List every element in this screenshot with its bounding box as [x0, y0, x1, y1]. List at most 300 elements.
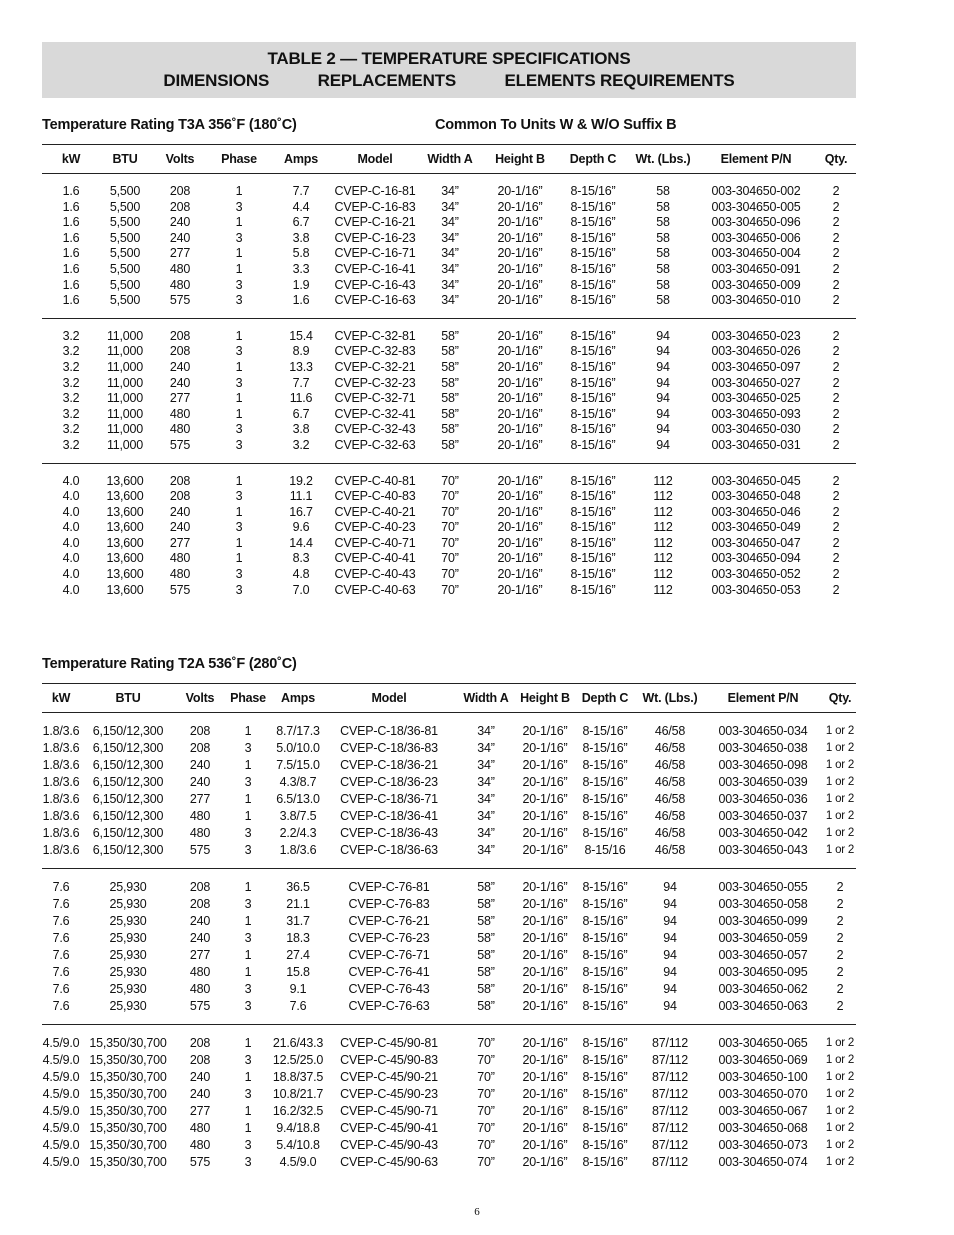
table-row [42, 713, 856, 741]
column-header: BTU [100, 145, 150, 174]
table-cell: CVEP-C-45/90-21 [340, 1070, 438, 1084]
table-cell: 58” [441, 375, 459, 390]
table-cell: 70” [416, 463, 484, 489]
table-cell: 20-1/16” [497, 406, 543, 421]
table-cell: 15.8 [286, 965, 310, 979]
table-cell: 003-304650-070 [718, 1087, 808, 1101]
table-cell: 1 [244, 914, 252, 928]
table-cell: 15,350/30,700 [89, 1087, 167, 1101]
table-cell: 94 [656, 359, 670, 374]
table-cell: 20-1/16” [497, 277, 543, 292]
table-cell: 27.4 [286, 948, 310, 962]
t3a-spec-table [42, 144, 856, 607]
table-cell: 70” [477, 1138, 495, 1152]
table-cell: 575 [189, 999, 211, 1013]
table-cell: CVEP-C-45/90-63 [340, 1155, 438, 1169]
table-header-row [42, 145, 856, 174]
table-cell: 2 [832, 230, 840, 245]
table-cell: 240 [169, 375, 191, 390]
table-cell: 1.8/3.6 [42, 758, 80, 772]
table-cell: 277 [169, 535, 191, 550]
table-cell: 8.3 [292, 551, 310, 566]
table-row [42, 774, 856, 791]
table-cell: CVEP-C-18/36-41 [340, 809, 438, 823]
table-cell: 3 [244, 775, 252, 789]
table-cell: 003-304650-005 [711, 199, 801, 214]
table-cell: 6,150/12,300 [92, 809, 164, 823]
table-cell: 20-1/16” [522, 931, 568, 945]
table-cell: 34” [441, 215, 459, 230]
table-cell: 8-15/16” [582, 914, 628, 928]
table-cell: 34” [441, 261, 459, 276]
table-cell: 15,350/30,700 [89, 1138, 167, 1152]
table-row [42, 360, 856, 376]
table-cell: 480 [189, 1121, 211, 1135]
table-cell: 4.0 [62, 520, 80, 535]
table-cell: 112 [653, 551, 673, 566]
table-cell: 6,150/12,300 [92, 843, 164, 857]
table-cell: 94 [656, 422, 670, 437]
table-cell: 19.2 [268, 463, 334, 489]
table-cell: 87/112 [651, 1138, 689, 1152]
table-cell: 36.5 [272, 869, 324, 897]
table-cell: 003-304650-038 [718, 741, 808, 755]
table-cell: 13.3 [289, 359, 313, 374]
table-cell: 8-15/16” [582, 1138, 628, 1152]
table-cell: CVEP-C-16-83 [334, 199, 416, 214]
table-cell: 277 [189, 948, 211, 962]
table-cell: 208 [169, 344, 191, 359]
table-cell: 1 [235, 359, 243, 374]
table-cell: 4.5/9.0 [42, 1087, 80, 1101]
table-cell: 8-15/16” [570, 551, 616, 566]
table-cell: 003-304650-052 [711, 567, 801, 582]
table-cell: 18.8/37.5 [272, 1070, 324, 1084]
table-cell: 1 [235, 391, 243, 406]
table-cell: CVEP-C-16-71 [334, 246, 416, 261]
table-cell: CVEP-C-32-81 [334, 318, 416, 344]
table-cell: 8-15/16” [582, 741, 628, 755]
table-row [42, 376, 856, 392]
table-cell: 480 [189, 1138, 211, 1152]
column-header: Amps [268, 145, 334, 174]
table-cell: 2 [832, 535, 840, 550]
table-banner [42, 42, 856, 98]
table-cell: 94 [656, 344, 670, 359]
table-cell: 46/58 [654, 758, 686, 772]
table-cell: 003-304650-034 [718, 724, 808, 738]
table-cell: 11,000 [106, 391, 144, 406]
table-cell: CVEP-C-40-21 [334, 504, 416, 519]
table-cell: 8-15/16” [582, 999, 628, 1013]
table-cell: 46/58 [654, 809, 686, 823]
table-row [42, 438, 856, 463]
column-header: Model [324, 684, 454, 713]
table-row [42, 1154, 856, 1180]
table-cell: 46/58 [654, 775, 686, 789]
table-cell: 1 or 2 [825, 1139, 855, 1151]
column-header: Wt. (Lbs.) [638, 684, 702, 713]
column-header: kW [42, 684, 80, 713]
page-number: 6 [474, 1206, 480, 1218]
table-cell: 480 [169, 277, 191, 292]
table-cell: 20-1/16” [522, 999, 568, 1013]
table-cell: 20-1/16” [522, 741, 568, 755]
table-cell: 46/58 [654, 843, 686, 857]
table-cell: CVEP-C-16-43 [334, 277, 416, 292]
table-cell: 003-304650-046 [711, 504, 801, 519]
table-cell: 3.2 [292, 437, 310, 452]
table-cell: 003-304650-099 [718, 914, 808, 928]
table-cell: 58 [656, 215, 670, 230]
table-cell: 1 or 2 [825, 1054, 855, 1066]
table-cell: CVEP-C-18/36-83 [340, 741, 438, 755]
table-cell: 70” [477, 1121, 495, 1135]
table-cell: 003-304650-067 [718, 1104, 808, 1118]
table-cell: 003-304650-047 [711, 535, 801, 550]
banner-title: TABLE 2 — TEMPERATURE SPECIFICATIONS [267, 49, 631, 68]
table-cell: 94 [663, 982, 677, 996]
table-cell: 8-15/16” [582, 948, 628, 962]
table-cell: 58” [477, 914, 495, 928]
row-group [42, 1025, 856, 1181]
table-cell: CVEP-C-76-63 [348, 999, 430, 1013]
table-cell: 3.2 [62, 437, 80, 452]
table-cell: 16.7 [289, 504, 313, 519]
table-cell: 003-304650-027 [711, 375, 801, 390]
table-cell: 25,930 [109, 914, 147, 928]
table-cell: 8.7/17.3 [276, 724, 320, 738]
table-cell: 70” [441, 504, 459, 519]
table-cell: 20-1/16” [497, 199, 543, 214]
table-cell: 575 [189, 843, 211, 857]
table-cell: 003-304650-023 [696, 318, 816, 344]
table-cell: 2 [836, 982, 844, 996]
table-cell: 34” [441, 277, 459, 292]
table-cell: 2 [836, 948, 844, 962]
table-cell: 15,350/30,700 [89, 1053, 167, 1067]
table-cell: 8-15/16” [582, 1121, 628, 1135]
table-cell: 20-1/16” [518, 869, 572, 897]
table-cell: 4.5/9.0 [42, 1138, 80, 1152]
table-cell: 2 [832, 261, 840, 276]
table-row [42, 489, 856, 505]
table-cell: 4.5/9.0 [42, 1121, 80, 1135]
table-cell: 4.0 [62, 582, 80, 597]
table-cell: 575 [169, 293, 191, 308]
table-cell: 2 [832, 391, 840, 406]
table-cell: 2 [832, 422, 840, 437]
table-cell: 3.2 [62, 375, 80, 390]
banner-subtitle [42, 70, 856, 92]
table-row [42, 505, 856, 521]
table-cell: 25,930 [109, 897, 147, 911]
table-cell: 003-304650-002 [711, 184, 801, 198]
table-cell: 94 [656, 406, 670, 421]
table-cell: 3 [235, 437, 243, 452]
table-cell: 208 [189, 1053, 211, 1067]
table-cell: 25,930 [109, 999, 147, 1013]
table-cell: 003-304650-053 [711, 582, 801, 597]
table-cell: 70” [454, 1025, 518, 1053]
table-row [42, 930, 856, 947]
table-cell: 1 [244, 724, 252, 738]
table-cell: 94 [663, 999, 677, 1013]
table-cell: 2 [836, 999, 844, 1013]
table-cell: 8-15/16” [570, 277, 616, 292]
table-cell: 20-1/16” [522, 1087, 568, 1101]
table-cell: 1 or 2 [825, 827, 855, 839]
table-cell: 8-15/16” [570, 199, 616, 214]
table-cell: 4.3/8.7 [279, 775, 317, 789]
table-cell: 13,600 [106, 582, 144, 597]
table-cell: 25,930 [109, 982, 147, 996]
table-cell: 003-304650-042 [718, 826, 808, 840]
table-cell: 003-304650-068 [718, 1121, 808, 1135]
table-cell: 13,600 [100, 463, 150, 489]
table-cell: 1.8/3.6 [42, 741, 80, 755]
table-cell: 2 [832, 199, 840, 214]
table-cell: 4.5/9.0 [42, 1070, 80, 1084]
table-cell: 20-1/16” [522, 914, 568, 928]
table-cell: 3 [235, 375, 243, 390]
table-cell: CVEP-C-40-71 [334, 535, 416, 550]
table-cell: 58” [454, 869, 518, 897]
table-cell: 240 [189, 914, 211, 928]
table-cell: 34” [441, 184, 459, 198]
table-cell: 1.6 [62, 277, 80, 292]
table-cell: 8-15/16” [582, 724, 628, 738]
table-cell: 94 [630, 318, 696, 344]
table-cell: 3.3 [292, 261, 310, 276]
table-cell: 8-15/16” [582, 758, 628, 772]
table-cell: 3.8 [292, 422, 310, 437]
table-cell: 6,150/12,300 [92, 792, 164, 806]
table-cell: 277 [169, 391, 191, 406]
table-cell: 6,150/12,300 [92, 758, 164, 772]
table-cell: 2 [836, 914, 844, 928]
table-cell: 112 [653, 535, 673, 550]
table-cell: 003-304650-006 [711, 230, 801, 245]
table-cell: CVEP-C-76-21 [348, 914, 430, 928]
table-cell: 240 [189, 1087, 211, 1101]
table-cell: 1 [235, 535, 243, 550]
table-row [42, 947, 856, 964]
table-cell: 1.6 [62, 184, 80, 198]
table-cell: 3.2 [42, 318, 100, 344]
table-row [42, 262, 856, 278]
table-cell: CVEP-C-40-81 [334, 463, 416, 489]
table-cell: 1 or 2 [825, 1088, 855, 1100]
table-cell: 2 [836, 897, 844, 911]
table-cell: 2 [832, 520, 840, 535]
table-cell: 58” [477, 965, 495, 979]
table-cell: CVEP-C-76-41 [348, 965, 430, 979]
table-cell: 1.6 [62, 261, 80, 276]
table-cell: 1 [244, 792, 252, 806]
table-cell: CVEP-C-76-81 [324, 869, 454, 897]
table-cell: 70” [477, 1087, 495, 1101]
banner-replacements: REPLACEMENTS [317, 71, 456, 90]
table-row [42, 1025, 856, 1053]
table-cell: 7.7 [292, 184, 310, 198]
table-cell: 2 [832, 359, 840, 374]
table-cell: 20-1/16” [522, 1104, 568, 1118]
table-cell: 58” [477, 948, 495, 962]
table-cell: 20-1/16” [522, 948, 568, 962]
table-cell: 87/112 [651, 1053, 689, 1067]
table-cell: 5.8 [292, 246, 310, 261]
table-row [42, 896, 856, 913]
table-cell: 003-304650-069 [718, 1053, 808, 1067]
table-cell: 58” [477, 982, 495, 996]
table-cell: 11,000 [106, 344, 144, 359]
table-cell: 1.6 [62, 293, 80, 308]
table-cell: 20-1/16” [497, 504, 543, 519]
table-cell: CVEP-C-45/90-41 [340, 1121, 438, 1135]
table-cell: 208 [176, 869, 224, 897]
table-cell: 34” [441, 199, 459, 214]
table-cell: 003-304650-095 [718, 965, 808, 979]
table-cell: 20-1/16” [497, 437, 543, 452]
table-cell: 240 [169, 230, 191, 245]
table-cell: 8-15/16” [582, 1070, 628, 1084]
row-group [42, 318, 856, 463]
table-cell: 1.6 [292, 293, 310, 308]
table-cell: 4.0 [62, 489, 80, 504]
table-cell: 1 [244, 965, 252, 979]
column-header: Height B [518, 684, 572, 713]
table-cell: 8-15/16” [582, 809, 628, 823]
table-cell: 94 [663, 948, 677, 962]
table-cell: 3 [244, 931, 252, 945]
table-cell: 20-1/16” [497, 215, 543, 230]
table-cell: 1.9 [292, 277, 310, 292]
table-cell: 1 [210, 318, 268, 344]
table-cell: 8-15/16” [570, 504, 616, 519]
table-row [42, 215, 856, 231]
table-cell: 20-1/16” [522, 1138, 568, 1152]
table-cell: 1.8/3.6 [42, 775, 80, 789]
table-cell: 1 [235, 551, 243, 566]
table-cell: 13,600 [106, 567, 144, 582]
table-cell: 8-15/16” [570, 582, 616, 597]
table-cell: 003-304650-025 [711, 391, 801, 406]
table-cell: 575 [169, 437, 191, 452]
table-cell: 58” [477, 897, 495, 911]
table-cell: 3 [244, 1138, 252, 1152]
column-header: Width A [454, 684, 518, 713]
table-row [42, 391, 856, 407]
banner-dimensions: DIMENSIONS [163, 71, 270, 90]
table-cell: 1 [244, 1070, 252, 1084]
table-cell: 208 [150, 318, 210, 344]
table-cell: 7.6 [52, 897, 70, 911]
table-cell: CVEP-C-32-63 [334, 437, 416, 452]
table-cell: 15.4 [268, 318, 334, 344]
table-cell: 480 [169, 261, 191, 276]
table-cell: 58” [441, 437, 459, 452]
table-cell: CVEP-C-45/90-43 [340, 1138, 438, 1152]
table-cell: 240 [169, 504, 191, 519]
table-cell: CVEP-C-40-63 [334, 582, 416, 597]
table-cell: 3 [244, 741, 252, 755]
table-cell: 8-15/16” [570, 520, 616, 535]
table-cell: 8-15/16 [584, 843, 626, 857]
table-cell: 2 [824, 869, 856, 897]
table-cell: 7.7 [292, 375, 310, 390]
table-cell: 20-1/16” [522, 724, 568, 738]
table-cell: 480 [169, 422, 191, 437]
table-cell: 1.6 [62, 230, 80, 245]
table-cell: 1.8/3.6 [42, 792, 80, 806]
table-cell: 8.9 [292, 344, 310, 359]
table-cell: 1.8/3.6 [279, 843, 317, 857]
table-row [42, 344, 856, 360]
table-row [42, 757, 856, 774]
table-cell: 1 [224, 869, 272, 897]
table-cell: 20-1/16” [497, 520, 543, 535]
table-cell: 1 [244, 948, 252, 962]
table-cell: 112 [653, 504, 673, 519]
table-row [42, 293, 856, 318]
table-cell: 1 or 2 [825, 725, 855, 737]
table-cell: 87/112 [651, 1070, 689, 1084]
table-cell: 2 [832, 344, 840, 359]
table-cell: 277 [189, 1104, 211, 1118]
table-cell: 208 [189, 724, 211, 738]
table-cell: 4.0 [42, 463, 100, 489]
table-cell: CVEP-C-40-43 [334, 567, 416, 582]
table-cell: 13,600 [106, 520, 144, 535]
table-cell: 4.0 [62, 567, 80, 582]
table-cell: 4.5/9.0 [42, 1155, 80, 1169]
table-cell: 240 [169, 215, 191, 230]
table-cell: 208 [169, 184, 191, 198]
table-cell: CVEP-C-45/90-83 [340, 1053, 438, 1067]
table-row [42, 246, 856, 262]
table-cell: 2 [832, 489, 840, 504]
table-row [42, 1120, 856, 1137]
table-cell: 58” [441, 344, 459, 359]
table-cell: 5.4/10.8 [276, 1138, 320, 1152]
table-cell: 34” [477, 741, 495, 755]
table-cell: 5,500 [109, 184, 141, 198]
table-cell: 8-15/16” [570, 230, 616, 245]
table-cell: CVEP-C-18/36-21 [340, 758, 438, 772]
table-cell: 34” [441, 246, 459, 261]
row-group [42, 869, 856, 1025]
table-cell: 7.6 [52, 965, 70, 979]
table-cell: 8-15/16” [582, 792, 628, 806]
table-cell: 13,600 [106, 504, 144, 519]
table-cell: 20-1/16” [522, 775, 568, 789]
table-cell: 3 [235, 489, 243, 504]
table-cell: 2 [832, 437, 840, 452]
table-cell: 3 [235, 344, 243, 359]
table-cell: 003-304650-026 [711, 344, 801, 359]
column-header: Model [334, 145, 416, 174]
table-cell: 20-1/16” [522, 1070, 568, 1084]
table-cell: 70” [441, 520, 459, 535]
table-cell: 34” [477, 775, 495, 789]
table-row [42, 913, 856, 930]
table-cell: 20-1/16” [497, 567, 543, 582]
table-cell: 20-1/16” [522, 897, 568, 911]
table-cell: 3 [235, 520, 243, 535]
table-cell: 1 or 2 [825, 793, 855, 805]
column-header: Qty. [824, 684, 856, 713]
